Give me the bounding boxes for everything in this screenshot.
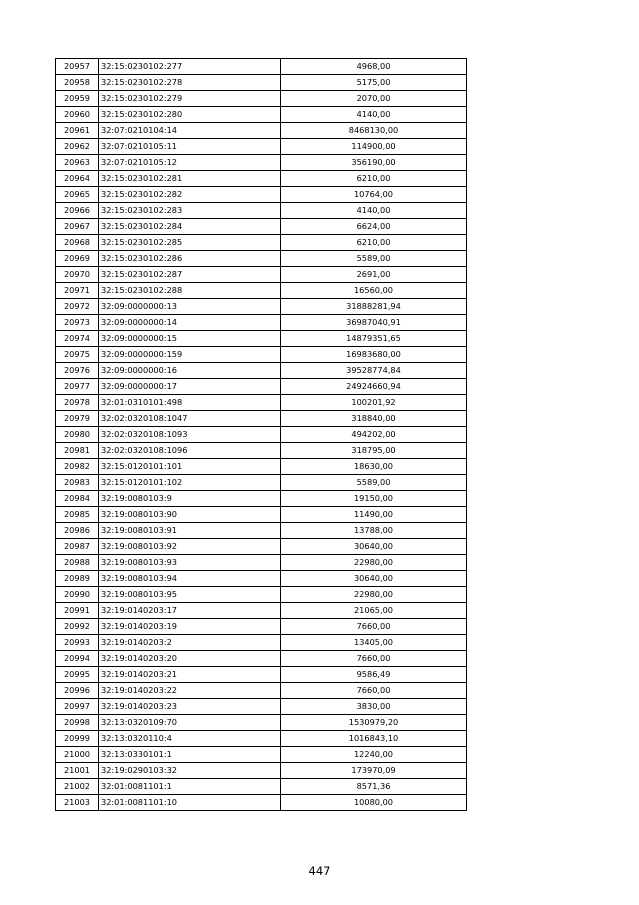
table-row: [56, 107, 467, 123]
row-index-cell: 21000: [56, 747, 99, 763]
value-cell: 8571,36: [281, 779, 467, 795]
row-index-cell: 20971: [56, 283, 99, 299]
value-cell: 22980,00: [281, 587, 467, 603]
table-row: [56, 219, 467, 235]
value-cell: 4140,00: [281, 107, 467, 123]
cadastral-number-cell: 32:02:0320108:1093: [99, 427, 281, 443]
table-row: [56, 347, 467, 363]
row-index-cell: 20969: [56, 251, 99, 267]
value-cell: 30640,00: [281, 571, 467, 587]
cadastral-number-cell: 32:15:0230102:284: [99, 219, 281, 235]
table-row: [56, 571, 467, 587]
cadastral-number-cell: 32:15:0230102:285: [99, 235, 281, 251]
table-row: [56, 795, 467, 811]
table-row: [56, 235, 467, 251]
row-index-cell: 20998: [56, 715, 99, 731]
cadastral-number-cell: 32:13:0330101:1: [99, 747, 281, 763]
cadastral-number-cell: 32:01:0310101:498: [99, 395, 281, 411]
value-cell: 16560,00: [281, 283, 467, 299]
value-cell: 12240,00: [281, 747, 467, 763]
cadastral-number-cell: 32:15:0230102:277: [99, 59, 281, 75]
row-index-cell: 20996: [56, 683, 99, 699]
value-cell: 6210,00: [281, 235, 467, 251]
cadastral-number-cell: 32:02:0320108:1096: [99, 443, 281, 459]
row-index-cell: 20991: [56, 603, 99, 619]
table-row: [56, 283, 467, 299]
table-row: [56, 603, 467, 619]
cadastral-number-cell: 32:09:0000000:17: [99, 379, 281, 395]
row-index-cell: 20962: [56, 139, 99, 155]
value-cell: 356190,00: [281, 155, 467, 171]
value-cell: 14879351,65: [281, 331, 467, 347]
table-row: [56, 187, 467, 203]
value-cell: 13788,00: [281, 523, 467, 539]
cadastral-number-cell: 32:15:0230102:278: [99, 75, 281, 91]
value-cell: 8468130,00: [281, 123, 467, 139]
row-index-cell: 20977: [56, 379, 99, 395]
value-cell: 19150,00: [281, 491, 467, 507]
cadastral-number-cell: 32:19:0080103:95: [99, 587, 281, 603]
value-cell: 1016843,10: [281, 731, 467, 747]
value-cell: 5589,00: [281, 475, 467, 491]
table-row: [56, 251, 467, 267]
cadastral-number-cell: 32:19:0140203:17: [99, 603, 281, 619]
row-index-cell: 20994: [56, 651, 99, 667]
value-cell: 6210,00: [281, 171, 467, 187]
table-row: [56, 635, 467, 651]
table-row: [56, 411, 467, 427]
cadastral-number-cell: 32:15:0230102:279: [99, 91, 281, 107]
row-index-cell: 20959: [56, 91, 99, 107]
row-index-cell: 20970: [56, 267, 99, 283]
cadastral-number-cell: 32:19:0140203:20: [99, 651, 281, 667]
cadastral-number-cell: 32:19:0080103:94: [99, 571, 281, 587]
cadastral-number-cell: 32:19:0080103:93: [99, 555, 281, 571]
row-index-cell: 21001: [56, 763, 99, 779]
cadastral-number-cell: 32:19:0140203:23: [99, 699, 281, 715]
row-index-cell: 20967: [56, 219, 99, 235]
value-cell: 36987040,91: [281, 315, 467, 331]
row-index-cell: 20965: [56, 187, 99, 203]
value-cell: 21065,00: [281, 603, 467, 619]
row-index-cell: 20988: [56, 555, 99, 571]
table-row: [56, 203, 467, 219]
cadastral-number-cell: 32:15:0120101:102: [99, 475, 281, 491]
table-row: [56, 683, 467, 699]
value-cell: 11490,00: [281, 507, 467, 523]
table-row: [56, 539, 467, 555]
value-cell: 100201,92: [281, 395, 467, 411]
cadastral-number-cell: 32:15:0230102:287: [99, 267, 281, 283]
cadastral-number-cell: 32:09:0000000:14: [99, 315, 281, 331]
cadastral-number-cell: 32:19:0140203:21: [99, 667, 281, 683]
row-index-cell: 20984: [56, 491, 99, 507]
row-index-cell: 20964: [56, 171, 99, 187]
cadastral-number-cell: 32:15:0230102:286: [99, 251, 281, 267]
table-row: [56, 475, 467, 491]
table-row: [56, 667, 467, 683]
cadastral-number-cell: 32:15:0230102:282: [99, 187, 281, 203]
table-row: [56, 699, 467, 715]
table-row: [56, 395, 467, 411]
table-row: [56, 443, 467, 459]
data-table: [55, 58, 467, 811]
value-cell: 2691,00: [281, 267, 467, 283]
table-row: [56, 315, 467, 331]
row-index-cell: 21002: [56, 779, 99, 795]
cadastral-number-cell: 32:19:0080103:91: [99, 523, 281, 539]
table-row: [56, 427, 467, 443]
row-index-cell: 20997: [56, 699, 99, 715]
value-cell: 13405,00: [281, 635, 467, 651]
cadastral-number-cell: 32:09:0000000:15: [99, 331, 281, 347]
row-index-cell: 20995: [56, 667, 99, 683]
table-row: [56, 123, 467, 139]
value-cell: 114900,00: [281, 139, 467, 155]
row-index-cell: 20975: [56, 347, 99, 363]
value-cell: 318840,00: [281, 411, 467, 427]
cadastral-number-cell: 32:09:0000000:13: [99, 299, 281, 315]
value-cell: 9586,49: [281, 667, 467, 683]
cadastral-number-cell: 32:13:0320110:4: [99, 731, 281, 747]
row-index-cell: 20980: [56, 427, 99, 443]
table-row: [56, 507, 467, 523]
row-index-cell: 20987: [56, 539, 99, 555]
row-index-cell: 20960: [56, 107, 99, 123]
value-cell: 10080,00: [281, 795, 467, 811]
table-row: [56, 779, 467, 795]
row-index-cell: 20982: [56, 459, 99, 475]
table-row: [56, 363, 467, 379]
row-index-cell: 20989: [56, 571, 99, 587]
row-index-cell: 20976: [56, 363, 99, 379]
table-row: [56, 651, 467, 667]
table-row: [56, 747, 467, 763]
row-index-cell: 20978: [56, 395, 99, 411]
row-index-cell: 20983: [56, 475, 99, 491]
cadastral-number-cell: 32:15:0230102:280: [99, 107, 281, 123]
row-index-cell: 20957: [56, 59, 99, 75]
table-row: [56, 731, 467, 747]
value-cell: 7660,00: [281, 683, 467, 699]
row-index-cell: 20974: [56, 331, 99, 347]
row-index-cell: 20999: [56, 731, 99, 747]
row-index-cell: 20992: [56, 619, 99, 635]
row-index-cell: 20985: [56, 507, 99, 523]
cadastral-number-cell: 32:19:0140203:2: [99, 635, 281, 651]
table-row: [56, 523, 467, 539]
value-cell: 1530979,20: [281, 715, 467, 731]
cadastral-number-cell: 32:15:0230102:283: [99, 203, 281, 219]
cadastral-number-cell: 32:19:0080103:9: [99, 491, 281, 507]
table-row: [56, 619, 467, 635]
row-index-cell: 20979: [56, 411, 99, 427]
value-cell: 7660,00: [281, 619, 467, 635]
value-cell: 22980,00: [281, 555, 467, 571]
table-row: [56, 379, 467, 395]
value-cell: 39528774,84: [281, 363, 467, 379]
table-row: [56, 459, 467, 475]
table-row: [56, 75, 467, 91]
cadastral-number-cell: 32:01:0081101:1: [99, 779, 281, 795]
table-row: [56, 555, 467, 571]
cadastral-number-cell: 32:07:0210105:12: [99, 155, 281, 171]
page-number: 447: [308, 864, 331, 878]
table-row: [56, 139, 467, 155]
table-row: [56, 491, 467, 507]
cadastral-number-cell: 32:19:0140203:19: [99, 619, 281, 635]
cadastral-number-cell: 32:09:0000000:16: [99, 363, 281, 379]
row-index-cell: 21003: [56, 795, 99, 811]
table-row: [56, 331, 467, 347]
cadastral-number-cell: 32:13:0320109:70: [99, 715, 281, 731]
row-index-cell: 20993: [56, 635, 99, 651]
cadastral-number-cell: 32:19:0080103:90: [99, 507, 281, 523]
value-cell: 5175,00: [281, 75, 467, 91]
value-cell: 30640,00: [281, 539, 467, 555]
table-row: [56, 587, 467, 603]
row-index-cell: 20973: [56, 315, 99, 331]
value-cell: 16983680,00: [281, 347, 467, 363]
table-row: [56, 91, 467, 107]
cadastral-number-cell: 32:19:0290103:32: [99, 763, 281, 779]
cadastral-number-cell: 32:19:0080103:92: [99, 539, 281, 555]
row-index-cell: 20968: [56, 235, 99, 251]
value-cell: 24924660,94: [281, 379, 467, 395]
cadastral-number-cell: 32:07:0210105:11: [99, 139, 281, 155]
cadastral-number-cell: 32:01:0081101:10: [99, 795, 281, 811]
table-row: [56, 155, 467, 171]
value-cell: 5589,00: [281, 251, 467, 267]
data-table-body: [56, 59, 467, 811]
row-index-cell: 20958: [56, 75, 99, 91]
cadastral-number-cell: 32:07:0210104:14: [99, 123, 281, 139]
table-row: [56, 171, 467, 187]
value-cell: 3830,00: [281, 699, 467, 715]
row-index-cell: 20981: [56, 443, 99, 459]
cadastral-number-cell: 32:09:0000000:159: [99, 347, 281, 363]
row-index-cell: 20986: [56, 523, 99, 539]
table-row: [56, 299, 467, 315]
row-index-cell: 20990: [56, 587, 99, 603]
table-row: [56, 715, 467, 731]
value-cell: 318795,00: [281, 443, 467, 459]
value-cell: 31888281,94: [281, 299, 467, 315]
value-cell: 2070,00: [281, 91, 467, 107]
value-cell: 18630,00: [281, 459, 467, 475]
value-cell: 6624,00: [281, 219, 467, 235]
cadastral-number-cell: 32:19:0140203:22: [99, 683, 281, 699]
cadastral-number-cell: 32:02:0320108:1047: [99, 411, 281, 427]
value-cell: 7660,00: [281, 651, 467, 667]
cadastral-number-cell: 32:15:0230102:288: [99, 283, 281, 299]
value-cell: 494202,00: [281, 427, 467, 443]
cadastral-number-cell: 32:15:0230102:281: [99, 171, 281, 187]
row-index-cell: 20963: [56, 155, 99, 171]
table-row: [56, 59, 467, 75]
row-index-cell: 20972: [56, 299, 99, 315]
row-index-cell: 20966: [56, 203, 99, 219]
row-index-cell: 20961: [56, 123, 99, 139]
table-row: [56, 763, 467, 779]
table-row: [56, 267, 467, 283]
cadastral-number-cell: 32:15:0120101:101: [99, 459, 281, 475]
value-cell: 10764,00: [281, 187, 467, 203]
value-cell: 4140,00: [281, 203, 467, 219]
value-cell: 173970,09: [281, 763, 467, 779]
value-cell: 4968,00: [281, 59, 467, 75]
